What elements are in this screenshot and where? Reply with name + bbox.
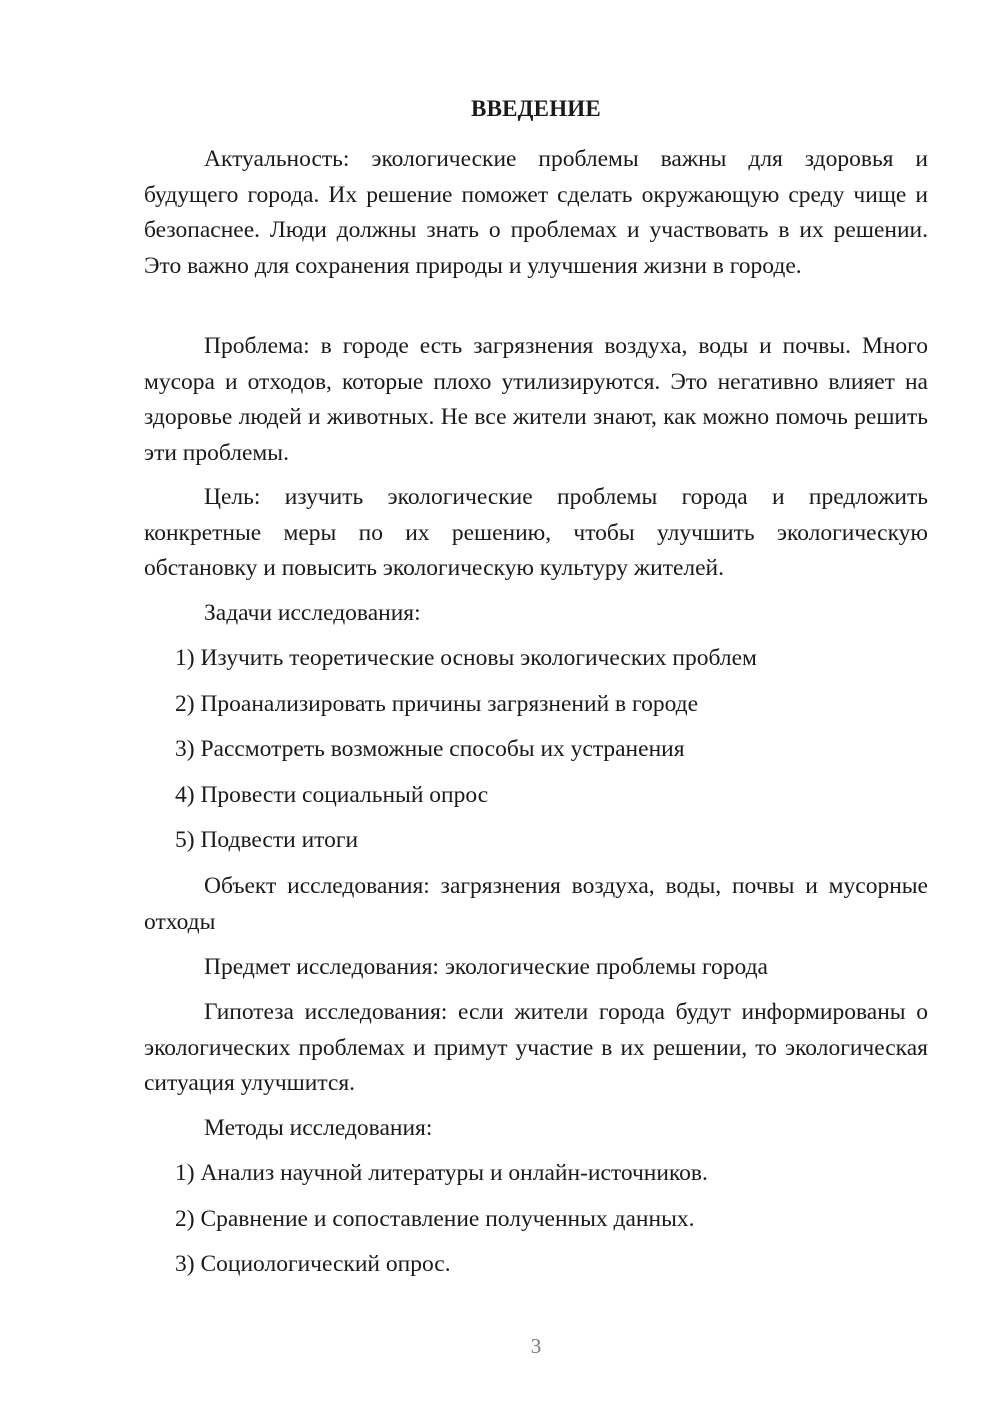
method-item: 1) Анализ научной литературы и онлайн-источников. [175,1160,708,1186]
page-number: 3 [530,1334,542,1358]
hypothesis-paragraph: Гипотеза исследования: если жители города будут информированы о экологических проблемах и примут участие в их решении, то экологическая ситуация улучшится. [144,999,928,1096]
task-item: 3) Рассмотреть возможные способы их устранения [175,736,685,762]
object-paragraph: Объект исследования: загрязнения воздуха, воды, почвы и мусорные отходы [144,873,928,935]
method-item: 3) Социологический опрос. [175,1251,451,1277]
goal-paragraph: Цель: изучить экологические проблемы города и предложить конкретные меры по их решению, чтобы улучшить экологическую обстановку и повысить экологическую культуру жителей. [144,484,928,581]
task-item: 1) Изучить теоретические основы экологических проблем [175,645,757,671]
task-item: 5) Подвести итоги [175,827,359,853]
relevance-paragraph: Актуальность: экологические проблемы важны для здоровья и будущего города. Их решение поможет сделать окружающую среду чище и безопаснее. Люди должны знать о проблемах и участвовать в их решении. Это важно для сохранения природы и улучшения жизни в городе. [144,146,928,279]
method-item: 2) Сравнение и сопоставление полученных данных. [175,1206,695,1232]
tasks-heading: Задачи исследования: [204,600,421,626]
methods-heading: Методы исследования: [204,1115,433,1141]
task-item: 2) Проанализировать причины загрязнений в городе [175,691,699,717]
task-item: 4) Провести социальный опрос [175,782,489,808]
subject-paragraph: Предмет исследования: экологические проблемы города [204,954,768,980]
problem-paragraph: Проблема: в городе есть загрязнения воздуха, воды и почвы. Много мусора и отходов, которые плохо утилизируются. Это негативно влияет на здоровье людей и животных. Не все жители знают, как можно помочь решить эти проблемы. [144,333,928,466]
section-title: ВВЕДЕНИЕ [471,96,601,121]
